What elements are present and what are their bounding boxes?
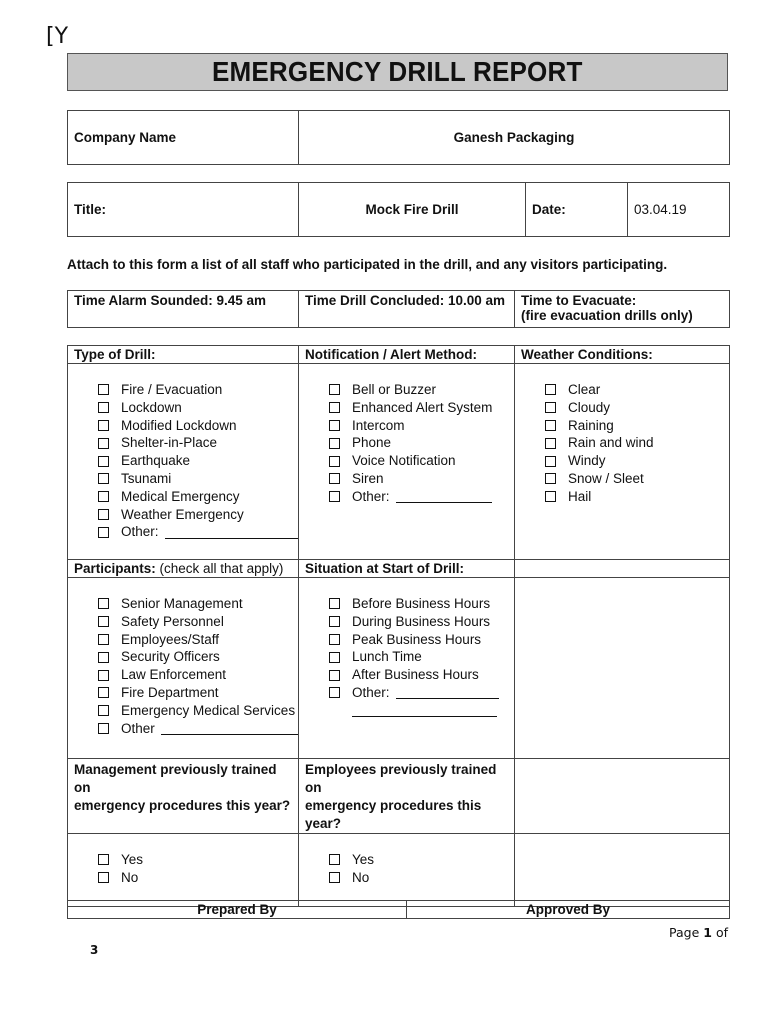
empty-trained-header-cell — [515, 759, 730, 834]
checkbox-label: Weather Emergency — [121, 506, 244, 522]
checkbox-label: Intercom — [352, 417, 405, 433]
checkbox-icon[interactable] — [98, 509, 109, 520]
checkbox-label: Rain and wind — [568, 435, 654, 451]
empty-trained-body-cell — [515, 834, 730, 907]
checkbox-label: Earthquake — [121, 453, 191, 469]
checkbox-label: Law Enforcement — [121, 667, 227, 683]
checkbox-option[interactable] — [545, 417, 729, 435]
checkbox-icon[interactable] — [98, 670, 109, 681]
checkbox-icon[interactable] — [329, 670, 340, 681]
checkbox-label: Shelter-in-Place — [121, 435, 218, 451]
checkbox-option[interactable] — [545, 381, 729, 399]
checkbox-icon[interactable] — [329, 456, 340, 467]
checkbox-option[interactable] — [545, 434, 729, 452]
checkbox-option[interactable] — [329, 595, 514, 613]
checkbox-option[interactable] — [98, 488, 298, 506]
checkbox-label: Safety Personnel — [121, 613, 224, 629]
checkbox-icon[interactable] — [98, 687, 109, 698]
checkbox-icon[interactable] — [329, 598, 340, 609]
company-value: Ganesh Packaging — [299, 111, 730, 165]
weather-list — [545, 381, 729, 506]
checkbox-option[interactable] — [329, 417, 514, 435]
checkbox-option[interactable] — [329, 434, 514, 452]
checkbox-icon[interactable] — [98, 473, 109, 484]
checkbox-option[interactable] — [98, 720, 298, 738]
empty-header-cell — [515, 560, 730, 578]
checkbox-icon[interactable] — [545, 491, 556, 502]
checkbox-label: Snow / Sleet — [568, 470, 644, 486]
checkbox-label: Bell or Buzzer — [352, 382, 437, 397]
checkbox-label: Fire Department — [121, 684, 219, 700]
checkbox-icon[interactable] — [329, 438, 340, 449]
mgmt-trained-list — [98, 851, 298, 887]
situation-list — [329, 595, 514, 720]
attach-note: Attach to this form a list of all staff who participated in the drill, and any visitors participating. — [67, 257, 668, 272]
checkbox-label: Voice Notification — [352, 453, 456, 469]
checkbox-icon[interactable] — [98, 616, 109, 627]
checkbox-label: Phone — [352, 435, 392, 451]
checkbox-option[interactable] — [329, 488, 514, 506]
checkbox-label: Enhanced Alert System — [352, 399, 493, 415]
report-title-bar — [67, 53, 728, 91]
checkbox-label: No — [121, 869, 139, 885]
checkbox-option[interactable] — [329, 613, 514, 631]
checkbox-icon[interactable] — [98, 491, 109, 502]
time-concluded: Time Drill Concluded: 10.00 am — [299, 291, 515, 328]
checkbox-option[interactable] — [98, 452, 298, 470]
checkbox-label: Security Officers — [121, 649, 220, 665]
participants-cell — [68, 578, 299, 759]
checkbox-label: Other — [121, 720, 155, 736]
notification-list — [329, 381, 514, 506]
checkbox-option[interactable] — [98, 851, 298, 869]
checkbox-option[interactable] — [329, 381, 514, 399]
checkbox-icon[interactable] — [98, 872, 109, 883]
notification-header: Notification / Alert Method: — [299, 346, 515, 364]
checkbox-label: Cloudy — [568, 399, 611, 415]
fill-in-line[interactable] — [396, 490, 492, 503]
checkbox-option[interactable] — [545, 452, 729, 470]
checkbox-icon[interactable] — [329, 473, 340, 484]
checkbox-icon[interactable] — [545, 384, 556, 395]
drill-info-table — [67, 182, 730, 237]
checkbox-option[interactable] — [329, 684, 514, 702]
checkbox-icon[interactable] — [329, 854, 340, 865]
page-suffix: of — [711, 925, 728, 940]
participants-header-note: (check all that apply) — [155, 561, 284, 576]
emp-trained-cell — [299, 834, 515, 907]
emp-trained-header-line2: emergency procedures this — [305, 798, 482, 813]
checkbox-icon[interactable] — [98, 527, 109, 538]
type-of-drill-list — [98, 381, 298, 541]
checkbox-option[interactable] — [98, 684, 298, 702]
checkbox-option[interactable] — [98, 595, 298, 613]
date-label: Date: — [526, 183, 628, 237]
emp-trained-list — [329, 851, 514, 887]
fill-in-line[interactable] — [352, 704, 497, 717]
checkbox-option[interactable] — [329, 399, 514, 417]
checkbox-icon[interactable] — [98, 598, 109, 609]
checkbox-label: Employees/Staff — [121, 631, 220, 647]
fill-in-line[interactable] — [165, 526, 298, 539]
company-table — [67, 110, 730, 165]
checkbox-icon[interactable] — [545, 402, 556, 413]
checkbox-option[interactable] — [545, 399, 729, 417]
emp-trained-header-line1: Employees previously trained on — [305, 762, 497, 795]
mgmt-trained-header-line1: Management previously trained on — [74, 762, 277, 795]
checkbox-option[interactable] — [98, 417, 298, 435]
checkbox-option[interactable] — [98, 631, 298, 649]
checkbox-option[interactable] — [98, 434, 298, 452]
checkbox-option[interactable] — [329, 648, 514, 666]
prepared-by: Prepared By — [68, 901, 407, 919]
checkbox-option[interactable] — [98, 613, 298, 631]
checkbox-label: Lunch Time — [352, 649, 422, 665]
situation-header: Situation at Start of Drill: — [299, 560, 515, 578]
checkbox-option[interactable] — [98, 869, 298, 887]
checkbox-label: After Business Hours — [352, 667, 479, 683]
checkbox-label: Clear — [568, 382, 601, 397]
fill-in-row — [329, 702, 514, 720]
time-evacuate-line2: (fire evacuation drills only) — [521, 308, 693, 323]
fill-in-line[interactable] — [161, 722, 298, 735]
checkbox-option[interactable] — [329, 631, 514, 649]
checkbox-option[interactable] — [98, 399, 298, 417]
checkbox-label: Hail — [568, 488, 592, 504]
checkbox-option[interactable] — [329, 869, 514, 887]
checkbox-icon[interactable] — [329, 420, 340, 431]
checkbox-option[interactable] — [329, 452, 514, 470]
situation-cell — [299, 578, 515, 759]
checkbox-label: Yes — [121, 852, 144, 867]
report-title: EMERGENCY DRILL REPORT — [212, 56, 583, 87]
weather-header: Weather Conditions: — [515, 346, 730, 364]
checkbox-icon[interactable] — [545, 420, 556, 431]
checkbox-label: Yes — [352, 852, 375, 867]
checkbox-icon[interactable] — [98, 652, 109, 663]
time-evacuate — [515, 291, 730, 328]
checkbox-label: Medical Emergency — [121, 488, 240, 504]
checkbox-option[interactable] — [329, 851, 514, 869]
checkbox-label: Other: — [352, 684, 390, 700]
checkbox-icon[interactable] — [545, 456, 556, 467]
participants-header — [68, 560, 299, 578]
page-current: 1 — [703, 925, 712, 940]
checkbox-label: Siren — [352, 470, 384, 486]
checkbox-label: Fire / Evacuation — [121, 382, 223, 397]
type-of-drill-header: Type of Drill: — [68, 346, 299, 364]
checkbox-label: No — [352, 869, 370, 885]
mgmt-trained-cell — [68, 834, 299, 907]
checkbox-option[interactable] — [98, 506, 298, 524]
checkbox-option[interactable] — [98, 470, 298, 488]
checkbox-icon[interactable] — [329, 616, 340, 627]
checkbox-label: Before Business Hours — [352, 596, 491, 611]
weather-cell — [515, 364, 730, 560]
checkbox-option[interactable] — [98, 648, 298, 666]
checkbox-option[interactable] — [329, 666, 514, 684]
checkbox-icon[interactable] — [329, 687, 340, 698]
checkbox-icon[interactable] — [98, 854, 109, 865]
title-label: Title: — [68, 183, 299, 237]
time-alarm: Time Alarm Sounded: 9.45 am — [68, 291, 299, 328]
checkbox-icon[interactable] — [98, 420, 109, 431]
drill-details-table — [67, 345, 730, 907]
checkbox-option[interactable] — [98, 523, 298, 541]
date-value: 03.04.19 — [628, 183, 730, 237]
checkbox-label: During Business Hours — [352, 613, 491, 629]
signoff-table — [67, 900, 730, 919]
page-prefix: Page — [669, 925, 704, 940]
checkbox-icon[interactable] — [98, 723, 109, 734]
checkbox-icon[interactable] — [329, 384, 340, 395]
checkbox-icon[interactable] — [98, 634, 109, 645]
checkbox-label: Emergency Medical Services — [121, 702, 296, 718]
checkbox-icon[interactable] — [329, 402, 340, 413]
fill-in-line[interactable] — [396, 686, 499, 699]
checkbox-option[interactable] — [329, 470, 514, 488]
checkbox-option[interactable] — [545, 488, 729, 506]
mgmt-trained-header-line2: emergency procedures this year? — [74, 798, 291, 813]
empty-body-cell — [515, 578, 730, 759]
checkbox-icon[interactable] — [329, 652, 340, 663]
checkbox-option[interactable] — [98, 666, 298, 684]
checkbox-icon[interactable] — [98, 402, 109, 413]
checkbox-icon[interactable] — [98, 705, 109, 716]
checkbox-icon[interactable] — [545, 473, 556, 484]
checkbox-label: Raining — [568, 417, 614, 433]
checkbox-option[interactable] — [545, 470, 729, 488]
checkbox-label: Windy — [568, 453, 606, 469]
checkbox-label: Lockdown — [121, 399, 182, 415]
checkbox-icon[interactable] — [98, 438, 109, 449]
emp-trained-header-line3: year? — [305, 816, 342, 831]
times-table — [67, 290, 730, 328]
participants-list — [98, 595, 298, 737]
checkbox-icon[interactable] — [98, 456, 109, 467]
checkbox-option[interactable] — [98, 381, 298, 399]
checkbox-icon[interactable] — [98, 384, 109, 395]
checkbox-icon[interactable] — [329, 491, 340, 502]
checkbox-icon[interactable] — [329, 634, 340, 645]
checkbox-label: Other: — [352, 488, 390, 504]
checkbox-icon[interactable] — [329, 872, 340, 883]
company-label: Company Name — [68, 111, 299, 165]
page-indicator — [669, 925, 728, 940]
corner-mark: [Y — [46, 24, 69, 49]
checkbox-label: Senior Management — [121, 596, 243, 611]
title-value: Mock Fire Drill — [299, 183, 526, 237]
checkbox-option[interactable] — [98, 702, 298, 720]
time-evacuate-line1: Time to Evacuate: — [521, 293, 637, 308]
checkbox-label: Peak Business Hours — [352, 631, 482, 647]
checkbox-label: Other: — [121, 524, 159, 540]
checkbox-label: Modified Lockdown — [121, 417, 237, 433]
page-number: 3 — [90, 943, 99, 957]
notification-cell — [299, 364, 515, 560]
approved-by: Approved By — [407, 901, 730, 919]
emp-trained-header — [299, 759, 515, 834]
checkbox-label: Tsunami — [121, 470, 172, 486]
type-of-drill-cell — [68, 364, 299, 560]
participants-header-label: Participants: — [74, 561, 156, 576]
checkbox-icon[interactable] — [545, 438, 556, 449]
mgmt-trained-header — [68, 759, 299, 834]
